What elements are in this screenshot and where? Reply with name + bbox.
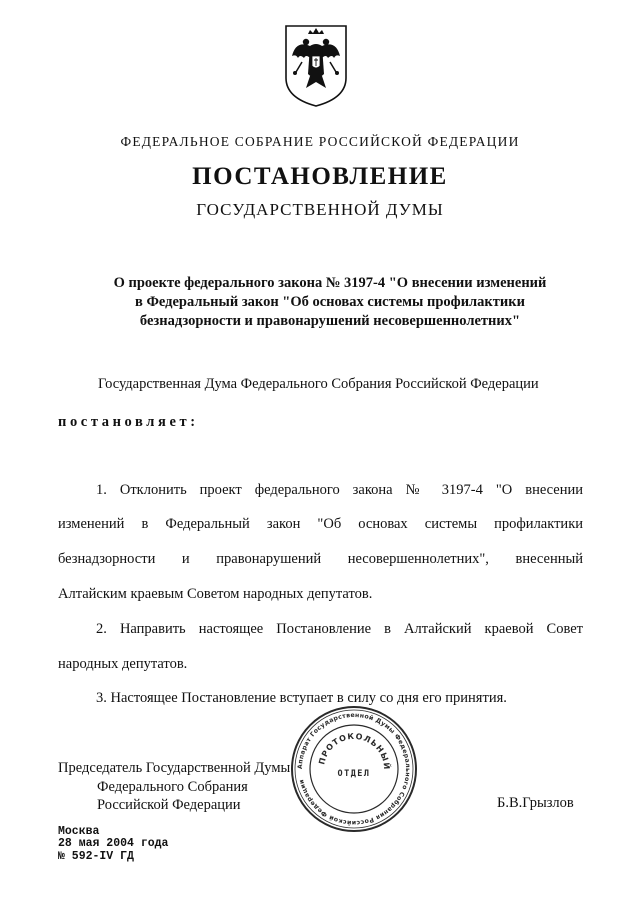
parliament-name: ФЕДЕРАЛЬНОЕ СОБРАНИЕ РОССИЙСКОЙ ФЕДЕРАЦИИ [120,134,520,149]
clause-3: 3. Настоящее Постановление вступает в силу со дня его принятия. [96,690,507,706]
signature-title-line: Федерального Собрания [97,779,248,795]
stamp-center-text: ОТДЕЛ [337,769,371,779]
clause-1-line: 1. Отклонить проект федерального закона № 3197-4 "О внесении [96,482,583,498]
intro-paragraph: Государственная Дума Федерального Собрания Российской Федерации [98,376,539,392]
stamp-inner-text: ПРОТОКОЛЬНЫЙ [317,731,392,771]
document-type-title: ПОСТАНОВЛЕНИЕ [192,163,448,190]
subject-line: в Федеральный закон "Об основах системы профилактики [135,294,525,310]
clause-1-line: безнадзорности и правонарушений несовершеннолетних", внесенный [58,551,583,567]
issue-place: Москва [58,825,100,838]
subject-line: О проекте федерального закона № 3197-4 "О внесении изменений [113,275,547,291]
coat-of-arms-emblem [280,22,352,108]
issue-date: 28 мая 2004 года [58,837,169,850]
stamp-outer-text: Аппарат Государственной Думы Федерального Собрания Российской Федерации [296,711,412,827]
signature-title-line: Председатель Государственной Думы [58,760,291,776]
issuer-title: ГОСУДАРСТВЕННОЙ ДУМЫ [196,200,444,219]
clause-1-line: изменений в Федеральный закон "Об основах системы профилактики [58,516,583,532]
clause-2-line: 2. Направить настоящее Постановление в Алтайский краевой Совет [96,621,583,637]
resolution-subject [60,274,600,331]
document-number: № 592-IV ГД [58,850,134,863]
clause-2-line: народных депутатов. [58,656,188,672]
svg-text:ПРОТОКОЛЬНЫЙ [317,732,393,771]
official-stamp-seal [289,704,419,834]
subject-line: безнадзорности и правонарушений несовершеннолетних" [139,313,521,329]
signer-name: Б.В.Грызлов [497,795,574,811]
clause-1-line: Алтайским краевым Советом народных депутатов. [58,586,373,602]
resolves-word: постановляет: [58,414,199,430]
signature-title-line: Российской Федерации [97,797,241,813]
